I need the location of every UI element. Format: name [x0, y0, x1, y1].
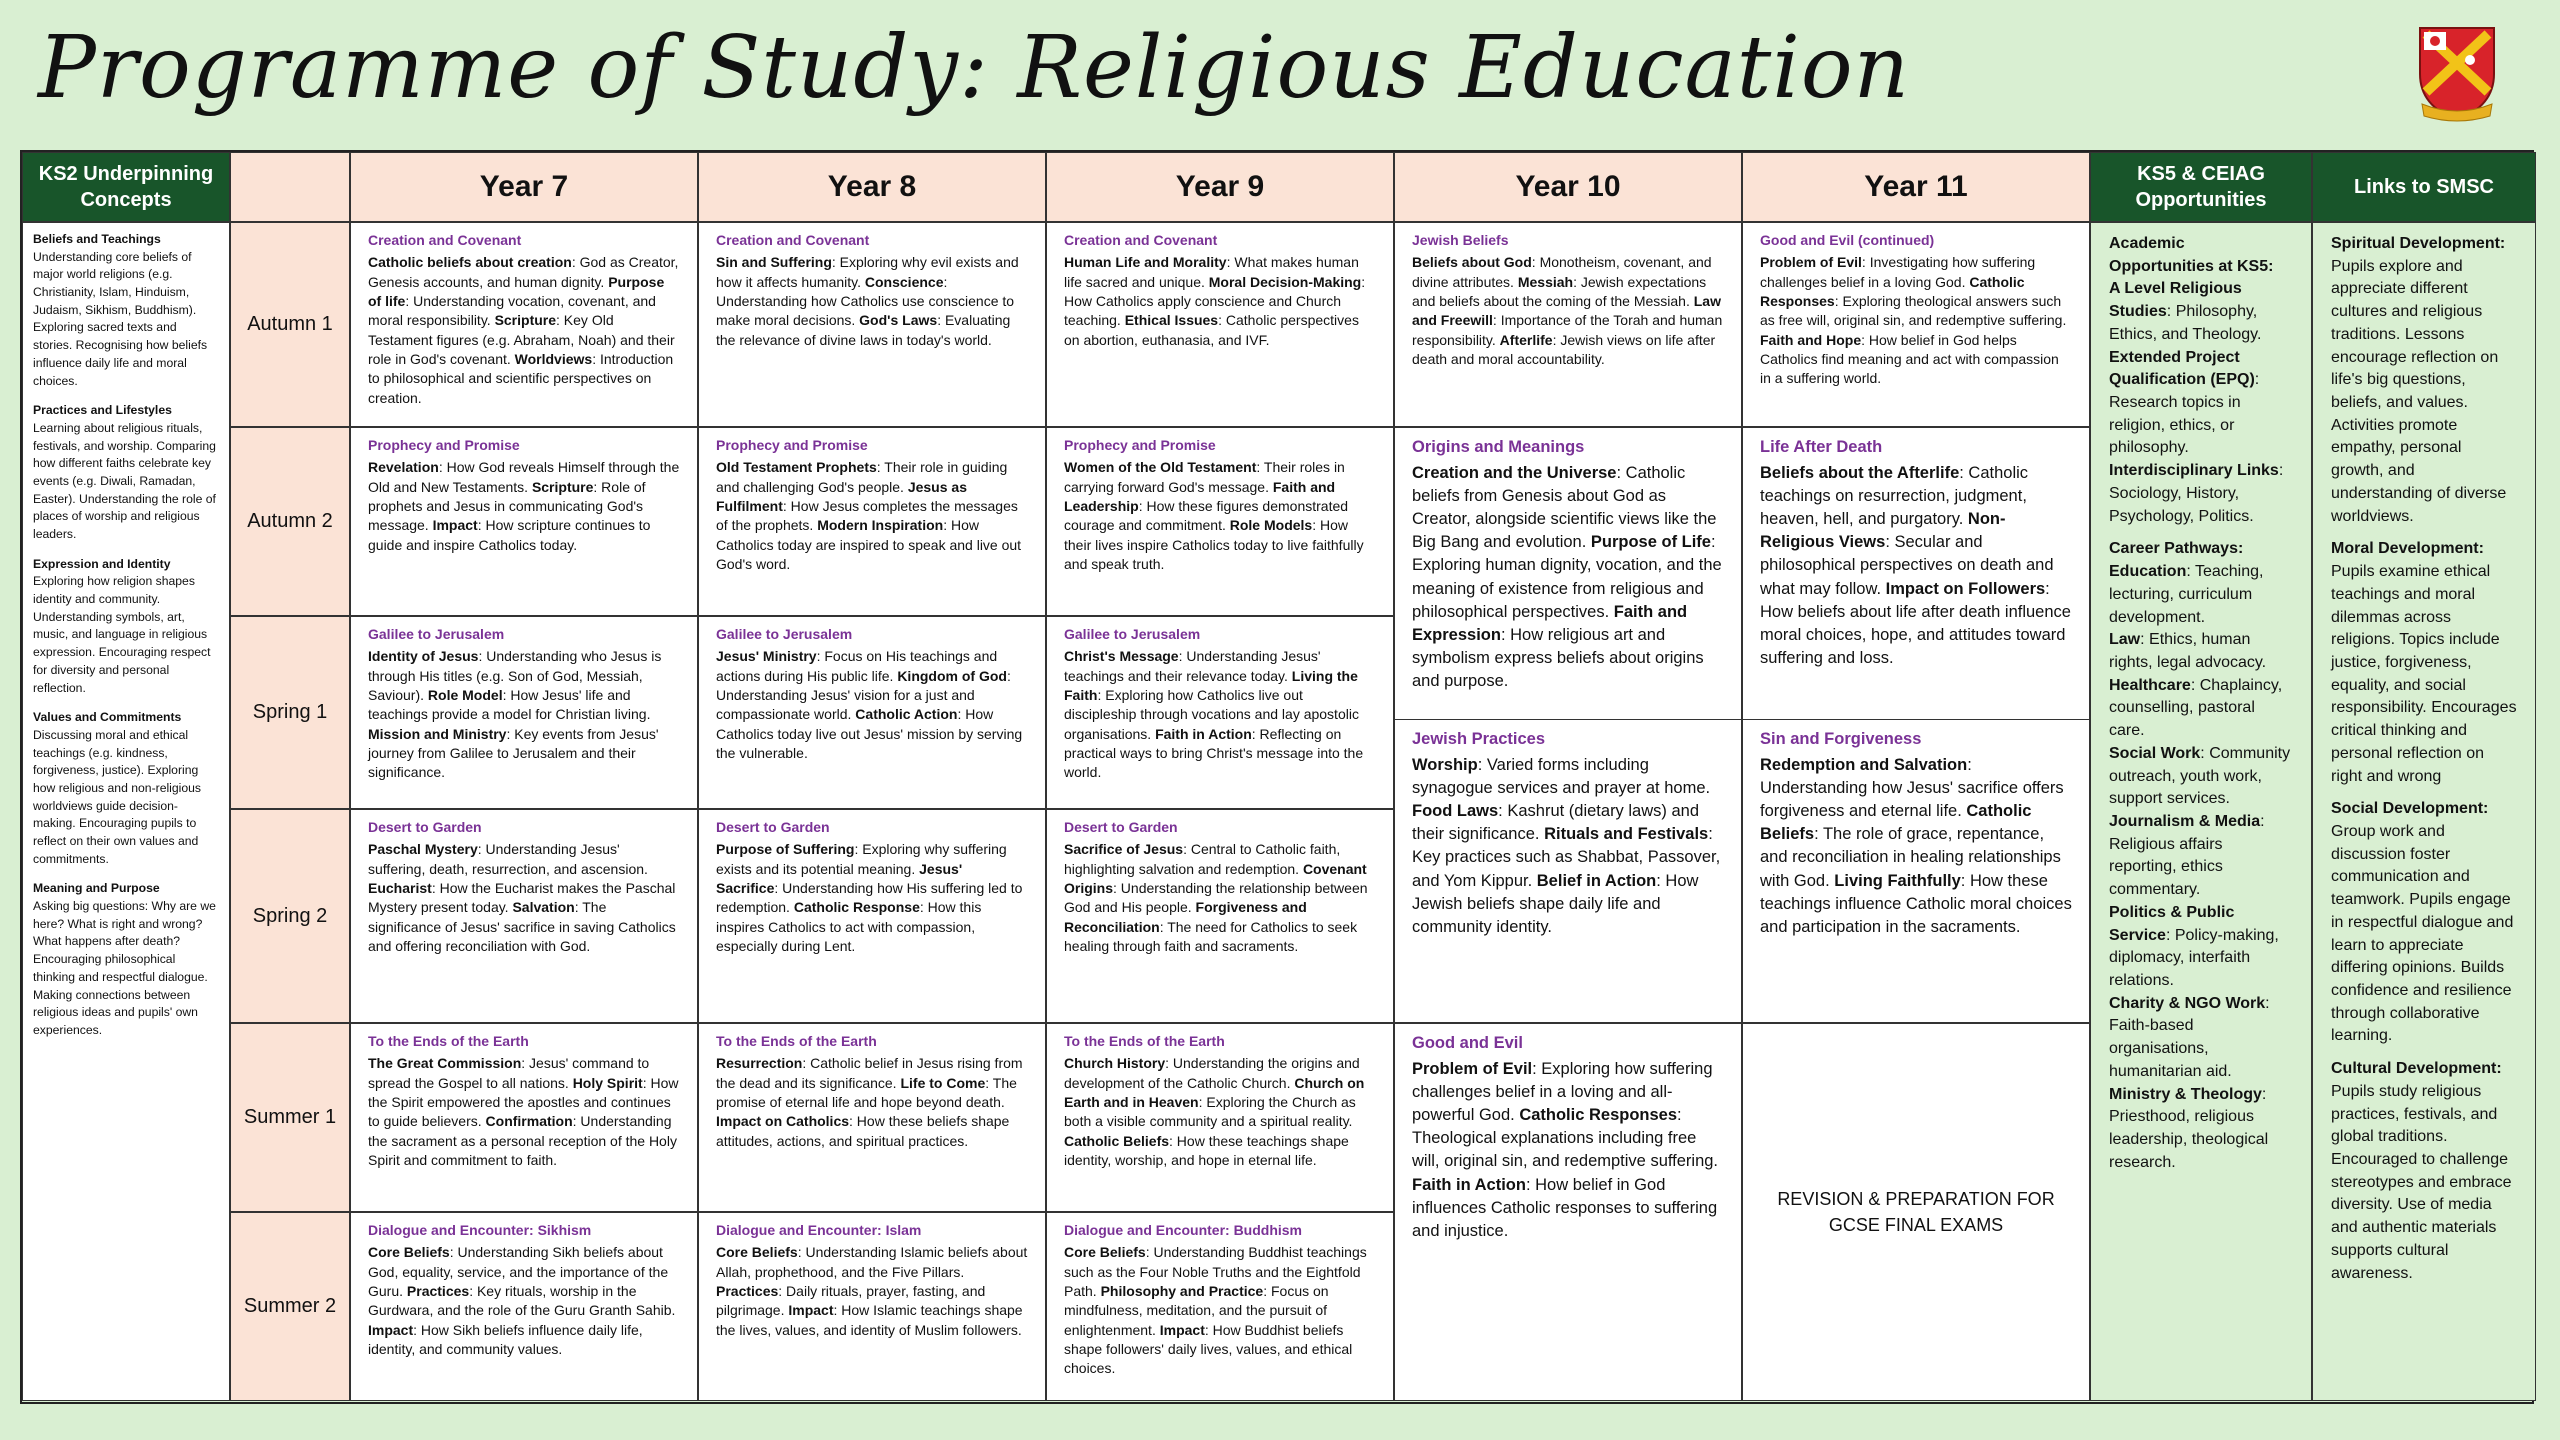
unit-body: Paschal Mystery: Understanding Jesus' suffering, death, resurrection, and ascension. Eucharist: How the Eucharist makes the Paschal Mystery present today. Salvation: The significance of Jesus' sacrifice in saving Catholics and offering reconciliation with God.: [368, 841, 676, 954]
unit-title: Life After Death: [1760, 438, 1883, 456]
y9-unit-3: [1046, 616, 1394, 809]
unit-title: Dialogue and Encounter: Sikhism: [368, 1222, 592, 1238]
unit-title: Desert to Garden: [716, 819, 830, 835]
unit-title: Desert to Garden: [1064, 819, 1178, 835]
unit-body: Sacrifice of Jesus: Central to Catholic faith, highlighting salvation and redemption. Covenant Origins: Understanding the relationship between God and His people. Forgiveness and Reconciliation: The need for Catholics to seek healing through faith and sacraments.: [1064, 841, 1368, 954]
unit-title: Prophecy and Promise: [716, 437, 868, 453]
y7-unit-2: [350, 427, 698, 616]
year-7-header: Year 7: [350, 152, 698, 222]
y10-unit-1: [1394, 222, 1742, 427]
unit-body: Redemption and Salvation: Understanding how Jesus' sacrifice offers forgiveness and eternal life. Catholic Beliefs: The role of grace, repentance, and reconciliation in healing relationships with God. Living Faithfully: How these teachings influence Catholic moral choices and participation in the sacraments.: [1760, 756, 2072, 936]
unit-body: Creation and the Universe: Catholic beliefs from Genesis about God as Creator, alongside scientific views like the Big Bang and evolution. Purpose of Life: Exploring human dignity, vocation, and the meaning of existence from religious and philosophical perspectives. Faith and Expression: How religious art and symbolism express beliefs about origins and purpose.: [1412, 464, 1722, 690]
ks2-section-body: Asking big questions: Why are we here? What is right and wrong? What happens after death? Encouraging philosophical thinking and respectful dialogue. Making connections between religious ideas and pupils' own experiences.: [33, 899, 216, 1037]
unit-title: Origins and Meanings: [1412, 438, 1585, 456]
unit-body: Church History: Understanding the origins and development of the Catholic Church. Church on Earth and in Heaven: Exploring the Church as both a visible community and a spiritual reality. Catholic Beliefs: How these teachings shape identity, worship, and hope in eternal life.: [1064, 1055, 1365, 1168]
ks2-section-body: Learning about religious rituals, festivals, and worship. Comparing how different faiths celebrate key events (e.g. Diwali, Ramadan, Easter). Understanding the role of places of worship and religious leaders.: [33, 420, 216, 541]
unit-title: Jewish Beliefs: [1412, 232, 1509, 248]
unit-title: Creation and Covenant: [368, 232, 522, 248]
unit-body: Problem of Evil: Investigating how suffering challenges belief in a loving God. Catholic Responses: Exploring theological answers such as free will, original sin, and redemptive suffering. Faith and Hope: How belief in God helps Catholics find meaning and act with compassion in a suffering world.: [1760, 254, 2067, 387]
unit-body: Beliefs about the Afterlife: Catholic teachings on resurrection, judgment, heaven, hell, and purgatory. Non-Religious Views: Secular and philosophical perspectives on death and what may follow. Impact on Followers: How beliefs about life after death influence moral choices, hope, and attitudes toward suffering and loss.: [1760, 464, 2071, 667]
unit-body: Christ's Message: Understanding Jesus' teachings and their relevance today. Living the Faith: Exploring how Catholics live out discipleship through vocations and lay apostolic organisations. Faith in Action: Reflecting on practical ways to bring Christ's message into the world.: [1064, 648, 1364, 781]
year-8-header: Year 8: [698, 152, 1046, 222]
unit-body: Human Life and Morality: What makes human life sacred and unique. Moral Decision-Making: How Catholics apply conscience and Church teaching. Ethical Issues: Catholic perspectives on abortion, euthanasia, and IVF.: [1064, 254, 1366, 348]
term-summer-2: Summer 2: [230, 1212, 350, 1401]
ks5-opportunities: Academic Opportunities at KS5: A Level Religious Studies: Philosophy, Ethics, and Theology. Extended Project Qualification (EPQ): Research topics in religion, ethics, or philosophy. Interdisciplinary Links: Sociology, History, Psychology, Politics. Career Pathways: Education: Teaching, lecturing, curriculum development. Law: Ethics, human rights, legal advocacy. Healthcare: Chaplaincy, counselling, pastoral care. Social Work: Community outreach, youth work, support services. Journalism & Media: Religious affairs reporting, ethics commentary. Politics & Public Service: Policy-making, diplomacy, interfaith relations. Charity & NGO Work: Faith-based organisations, humanitarian aid. Ministry & Theology: Priesthood, religious leadership, theological research.: [2090, 222, 2312, 1401]
y8-unit-6: [698, 1212, 1046, 1401]
ks2-section-body: Understanding core beliefs of major world religions (e.g. Christianity, Islam, Hinduism, Judaism, Sikhism, Buddhism). Exploring sacred texts and stories. Recognising how beliefs influence daily life and moral choices.: [33, 249, 208, 388]
unit-title: Prophecy and Promise: [1064, 437, 1216, 453]
unit-body: Jesus' Ministry: Focus on His teachings and actions during His public life. Kingdom of God: Understanding Jesus' vision for a just and compassionate world. Catholic Action: How Catholics today live out Jesus' mission by serving the vulnerable.: [716, 648, 1023, 761]
term-spring-2: Spring 2: [230, 809, 350, 1023]
unit-title: Good and Evil: [1412, 1034, 1523, 1052]
unit-title: Galilee to Jerusalem: [368, 626, 505, 642]
y9-unit-5: [1046, 1023, 1394, 1212]
ks2-section: [33, 402, 219, 544]
unit-body: Core Beliefs: Understanding Buddhist teachings such as the Four Noble Truths and the Eightfold Path. Philosophy and Practice: Focus on mindfulness, meditation, and the pursuit of enlightenment. Impact: How Buddhist beliefs shape followers' daily lives, values, and ethical choices.: [1064, 1244, 1367, 1377]
unit-title: Galilee to Jerusalem: [1064, 626, 1201, 642]
unit-title: To the Ends of the Earth: [716, 1033, 877, 1049]
y9-unit-2: [1046, 427, 1394, 616]
unit-title: Jewish Practices: [1412, 730, 1545, 748]
y11-unit-1: [1742, 222, 2090, 427]
y7-unit-3: [350, 616, 698, 809]
unit-body: Revelation: How God reveals Himself through the Old and New Testaments. Scripture: Role of prophets and Jesus in communicating God's message. Impact: How scripture continues to guide and inspire Catholics today.: [368, 459, 680, 553]
unit-body: The Great Commission: Jesus' command to spread the Gospel to all nations. Holy Spirit: How the Spirit empowered the apostles and continues to guide believers. Confirmation: Understanding the sacrament as a personal reception of the Holy Spirit and commitment to faith.: [368, 1055, 679, 1168]
unit-body: Beliefs about God: Monotheism, covenant, and divine attributes. Messiah: Jewish expectations and beliefs about the coming of the Messiah. Law and Freewill: Importance of the Torah and human responsibility. Afterlife: Jewish views on life after death and moral accountability.: [1412, 254, 1723, 367]
year-9-header: Year 9: [1046, 152, 1394, 222]
unit-title: Dialogue and Encounter: Buddhism: [1064, 1222, 1303, 1238]
ks2-section-body: Exploring how religion shapes identity and community. Understanding symbols, art, music, and language in religious expression. Encouraging respect for diversity and personal reflection.: [33, 574, 211, 695]
unit-title: Galilee to Jerusalem: [716, 626, 853, 642]
y11-unit-3: [1742, 719, 2090, 1023]
unit-body: Sin and Suffering: Exploring why evil exists and how it affects humanity. Conscience: Understanding how Catholics use conscience to make moral decisions. God's Laws: Evaluating the relevance of divine laws in today's world.: [716, 254, 1019, 348]
ks2-section-title: Beliefs and Teachings: [33, 232, 161, 246]
y7-unit-6: [350, 1212, 698, 1401]
ks2-section-body: Discussing moral and ethical teachings (e.g. kindness, forgiveness, justice). Exploring how religious and non-religious worldviews guide decision-making. Encouraging pupils to reflect on their own values and commitments.: [33, 727, 202, 866]
unit-title: Creation and Covenant: [1064, 232, 1218, 248]
unit-title: Creation and Covenant: [716, 232, 870, 248]
term-spring-1: Spring 1: [230, 616, 350, 809]
ks2-section-title: Practices and Lifestyles: [33, 403, 172, 418]
y10-unit-3: [1394, 719, 1742, 1023]
y9-unit-6: [1046, 1212, 1394, 1401]
y10-unit-4: [1394, 1023, 1742, 1401]
unit-body: Purpose of Suffering: Exploring why suffering exists and its potential meaning. Jesus' Sacrifice: Understanding how His suffering led to redemption. Catholic Response: How this inspires Catholics to act with compassion, especially during Lent.: [716, 841, 1023, 954]
year-11-header: Year 11: [1742, 152, 2090, 222]
unit-title: Dialogue and Encounter: Islam: [716, 1222, 922, 1238]
y8-unit-1: [698, 222, 1046, 427]
programme-grid: [20, 150, 2534, 1404]
smsc-links: Spiritual Development: Pupils explore and appreciate different cultures and religious traditions. Lessons encourage reflection on life's big questions, beliefs, and values. Activities promote empathy, personal growth, and understanding of diverse worldviews. Moral Development: Pupils examine ethical teachings and moral dilemmas across religions. Topics include justice, forgiveness, equality, and social responsibility. Encourages critical thinking and personal reflection on right and wrong Social Development: Group work and discussion foster communication and teamwork. Pupils engage in respectful dialogue and learn to appreciate differing opinions. Builds confidence and resilience through collaborative learning. Cultural Development: Pupils study religious practices, festivals, and global traditions. Encouraged to challenge stereotypes and embrace diversity. Use of media and authentic materials supports cultural awareness.: [2312, 222, 2536, 1401]
unit-title: To the Ends of the Earth: [368, 1033, 529, 1049]
term-autumn-2: Autumn 2: [230, 427, 350, 616]
ks2-section-title: Expression and Identity: [33, 556, 171, 571]
ks2-section-title: Meaning and Purpose: [33, 881, 160, 896]
unit-body: Core Beliefs: Understanding Islamic beliefs about Allah, prophethood, and the Five Pillars. Practices: Daily rituals, prayer, fasting, and pilgrimage. Impact: How Islamic teachings shape the lives, values, and identity of Muslim followers.: [716, 1244, 1028, 1338]
unit-title: Prophecy and Promise: [368, 437, 520, 453]
y9-unit-1: [1046, 222, 1394, 427]
unit-body: Worship: Varied forms including synagogue services and prayer at home. Food Laws: Kashrut (dietary laws) and their significance. Rituals and Festivals: Key practices such as Shabbat, Passover, and Yom Kippur. Belief in Action: How Jewish beliefs shape daily life and community identity.: [1412, 756, 1721, 936]
unit-title: Sin and Forgiveness: [1760, 730, 1922, 748]
revision-note: REVISION & PREPARATION FOR GCSE FINAL EXAMS: [1742, 1023, 2090, 1401]
term-autumn-1: Autumn 1: [230, 222, 350, 427]
y8-unit-3: [698, 616, 1046, 809]
unit-title: Desert to Garden: [368, 819, 482, 835]
unit-body: Core Beliefs: Understanding Sikh beliefs about God, equality, service, and the importance of the Guru. Practices: Key rituals, worship in the Gurdwara, and the role of the Guru Granth Sahib. Impact: How Sikh beliefs influence daily life, identity, and community values.: [368, 1244, 676, 1357]
y9-unit-4: [1046, 809, 1394, 1023]
ks2-section: [33, 231, 219, 390]
unit-body: Resurrection: Catholic belief in Jesus rising from the dead and its significance. Life to Come: The promise of eternal life and hope beyond death. Impact on Catholics: How these beliefs shape attitudes, actions, and spiritual practices.: [716, 1055, 1023, 1149]
unit-title: Good and Evil (continued): [1760, 232, 1935, 248]
year-10-header: Year 10: [1394, 152, 1742, 222]
term-summer-1: Summer 1: [230, 1023, 350, 1212]
ks2-header: KS2 Underpinning Concepts: [22, 152, 230, 222]
y8-unit-2: [698, 427, 1046, 616]
unit-body: Old Testament Prophets: Their role in guiding and challenging God's people. Jesus as Fulfilment: How Jesus completes the messages of the prophets. Modern Inspiration: How Catholics today are inspired to speak and live out God's word.: [716, 459, 1022, 572]
y7-unit-5: [350, 1023, 698, 1212]
ks2-section: [33, 880, 219, 1039]
y7-unit-1: [350, 222, 698, 427]
y8-unit-5: [698, 1023, 1046, 1212]
y7-unit-4: [350, 809, 698, 1023]
corner-cell: [230, 152, 350, 222]
unit-body: Women of the Old Testament: Their roles in carrying forward God's message. Faith and Leadership: How these figures demonstrated courage and commitment. Role Models: How their lives inspire Catholics today to live faithfully and speak truth.: [1064, 459, 1364, 572]
unit-body: Problem of Evil: Exploring how suffering challenges belief in a loving and all-powerful God. Catholic Responses: Theological explanations including free will, original sin, and redemptive suffering. Faith in Action: How belief in God influences Catholic responses to suffering and injustice.: [1412, 1060, 1719, 1240]
ks5-header: KS5 & CEIAG Opportunities: [2090, 152, 2312, 222]
y8-unit-4: [698, 809, 1046, 1023]
unit-title: To the Ends of the Earth: [1064, 1033, 1225, 1049]
unit-body: Identity of Jesus: Understanding who Jesus is through His titles (e.g. Son of God, Messiah, Saviour). Role Model: How Jesus' life and teachings provide a model for Christian living. Mission and Ministry: Key events from Jesus' journey from Galilee to Jerusalem and their significance.: [368, 648, 662, 781]
unit-body: Catholic beliefs about creation: God as Creator, Genesis accounts, and human dignity. Purpose of life: Understanding vocation, covenant, and moral responsibility. Scripture: Key Old Testament figures (e.g. Abraham, Noah) and their role in God's covenant. Worldviews: Introduction to philosophical and scientific perspectives on creation.: [368, 254, 679, 406]
ks2-section: [33, 556, 219, 698]
school-crest-logo: [2412, 22, 2502, 126]
page-title: Programme of Study: Religious Education: [38, 18, 1911, 118]
ks2-concepts: [22, 222, 230, 1401]
smsc-header: Links to SMSC: [2312, 152, 2536, 222]
ks2-section-title: Values and Commitments: [33, 710, 182, 725]
ks2-section: [33, 709, 219, 868]
